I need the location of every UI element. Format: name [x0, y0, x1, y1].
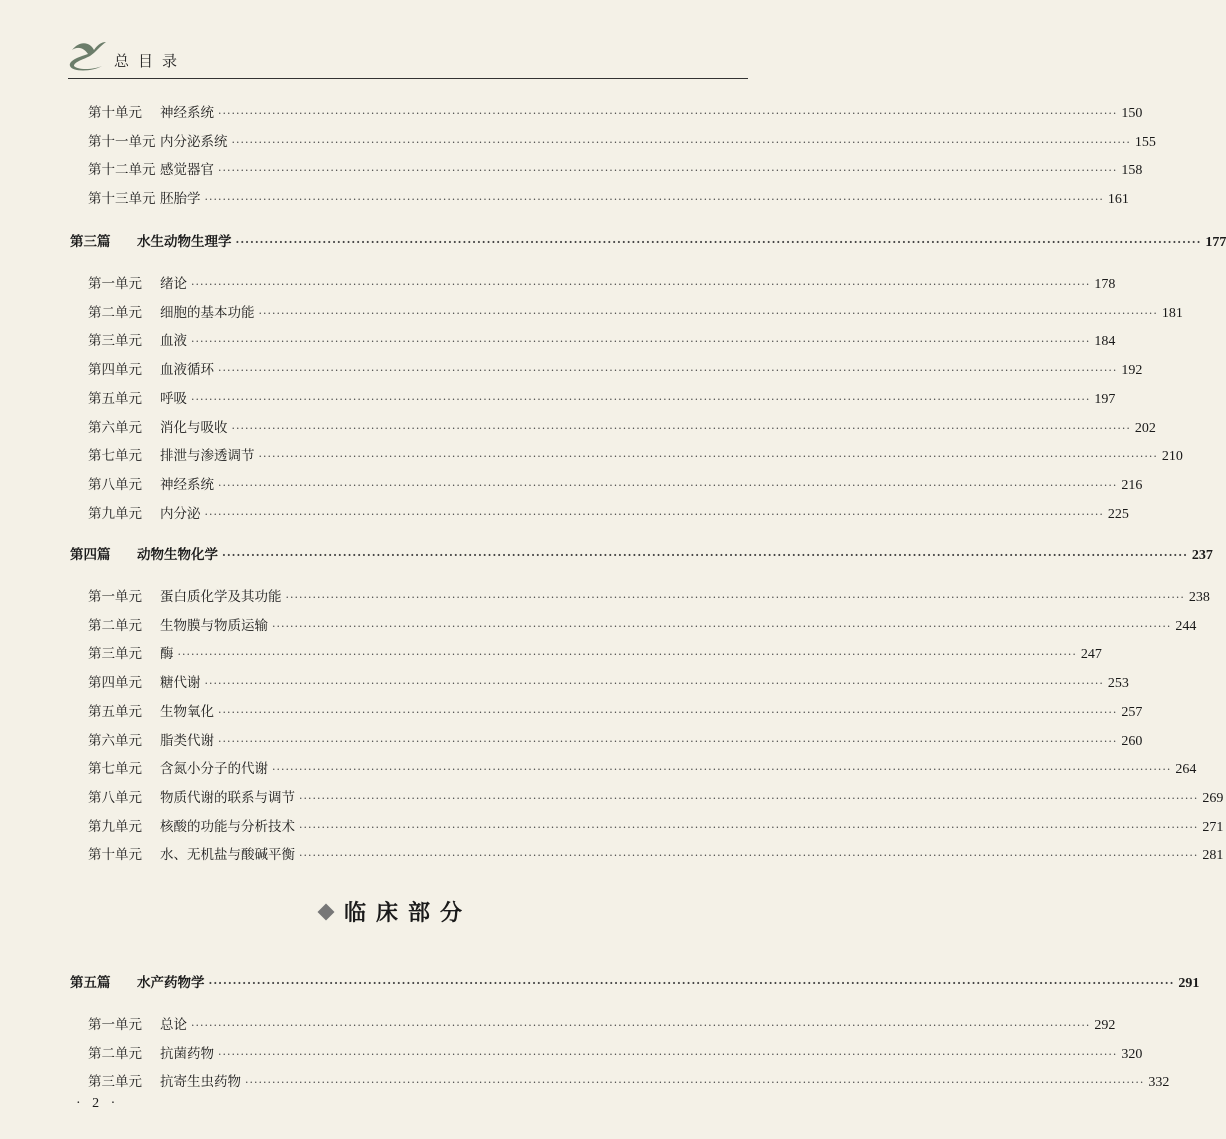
toc-unit-row	[0, 502, 1129, 522]
toc-entry-page: 202	[1134, 420, 1156, 436]
toc-entry-title: 血液	[160, 333, 187, 350]
dot-leader: ········································································································································································································	[299, 791, 1199, 805]
toc-entry-label: 第二单元	[88, 1045, 142, 1062]
toc-entry-title: 排泄与渗透调节	[160, 448, 255, 465]
toc-entry-title: 水、无机盐与酸碱平衡	[160, 847, 295, 864]
toc-entry-page: 210	[1161, 449, 1183, 465]
toc-unit-row	[0, 843, 1224, 864]
toc-entry-page: 320	[1121, 1046, 1143, 1062]
toc-entry-title: 抗寄生虫药物	[160, 1074, 241, 1091]
toc-entry-label: 第十单元	[88, 105, 142, 121]
toc-entry-title: 生物膜与物质运输	[160, 617, 268, 634]
toc-entry-page: 155	[1134, 134, 1156, 150]
toc-entry-title: 生物氧化	[160, 703, 214, 720]
toc-entry-page: 158	[1121, 163, 1143, 179]
part-heading	[320, 896, 472, 927]
toc-entry-label: 第三篇	[70, 234, 111, 250]
diamond-icon	[318, 903, 335, 920]
toc-entry-label: 第一单元	[88, 589, 142, 605]
toc-entry-page: 247	[1080, 647, 1102, 663]
dot-leader: ········································································································································································································	[272, 619, 1172, 633]
toc-entry-label: 第四篇	[70, 547, 111, 563]
toc-entry-page: 253	[1107, 676, 1129, 692]
toc-unit-row	[0, 387, 1116, 407]
toc-entry-page: 244	[1175, 618, 1197, 634]
toc-entry-title: 水产药物学	[137, 975, 205, 991]
dot-leader: ········································································································································································································	[218, 478, 1118, 492]
toc-entry-title: 绪论	[160, 276, 187, 292]
toc-entry-label: 第二单元	[88, 304, 142, 321]
toc-entry-label: 第九单元	[88, 505, 142, 522]
toc-entry-page: 192	[1121, 363, 1143, 379]
toc-entry-label: 第八单元	[88, 789, 142, 806]
toc-unit-row	[0, 158, 1143, 179]
toc-unit-row	[0, 444, 1183, 465]
toc-entry-title: 消化与吸收	[160, 419, 228, 436]
toc-unit-row	[0, 700, 1143, 720]
toc-entry-page: 150	[1121, 106, 1143, 121]
toc-entry-page: 225	[1107, 506, 1129, 522]
toc-entry-label: 第四单元	[88, 362, 142, 379]
toc-unit-row	[0, 729, 1143, 749]
toc-entry-label: 第七单元	[88, 448, 142, 465]
dot-leader: ········································································································································································································	[299, 820, 1199, 834]
dot-leader: ········································································································································································································	[218, 107, 1118, 120]
toc-section-row	[0, 230, 1226, 250]
toc-entry-label: 第五单元	[88, 390, 142, 407]
toc-entry-label: 第三单元	[88, 646, 142, 663]
page-header	[68, 34, 748, 79]
toc-entry-label: 第八单元	[88, 476, 142, 493]
dot-leader: ········································································································································································································	[191, 278, 1091, 291]
toc-entry-label: 第六单元	[88, 732, 142, 749]
toc-entry-label: 第一单元	[88, 276, 142, 292]
dot-leader: ········································································································································································································	[231, 135, 1131, 149]
dot-leader: ········································································································································································································	[204, 507, 1104, 521]
toc-entry-page: 332	[1148, 1075, 1170, 1091]
dot-leader: ········································································································································································································	[218, 1047, 1118, 1061]
toc-entry-page: 257	[1121, 704, 1143, 720]
toc-entry-title: 糖代谢	[160, 675, 201, 692]
toc-entry-title: 神经系统	[160, 105, 214, 121]
dot-leader: ········································································································································································································	[285, 591, 1185, 604]
dot-leader: ········································································································································································································	[231, 421, 1131, 435]
toc-unit-row	[0, 473, 1143, 493]
toc-entry-page: 161	[1107, 192, 1129, 208]
toc-unit-row	[0, 272, 1116, 292]
toc-entry-label: 第四单元	[88, 675, 142, 692]
toc-section-row	[0, 543, 1213, 563]
toc-entry-page: 216	[1121, 477, 1143, 493]
toc-entry-title: 物质代谢的联系与调节	[160, 789, 295, 806]
dot-leader: ········································································································································································································	[204, 193, 1104, 207]
toc-unit-row	[0, 786, 1224, 806]
dot-leader: ········································································································································································································	[218, 164, 1118, 178]
toc-entry-label: 第七单元	[88, 761, 142, 778]
dot-leader: ········································································································································································································	[218, 734, 1118, 748]
toc-entry-title: 呼吸	[160, 390, 187, 407]
toc-entry-title: 胚胎学	[160, 191, 201, 208]
toc-entry-page: 260	[1121, 733, 1143, 749]
dot-leader: ········································································································································································································	[245, 1076, 1145, 1090]
toc-unit-row	[0, 1013, 1116, 1033]
toc-entry-title: 核酸的功能与分析技术	[160, 818, 295, 835]
toc-entry-title: 总论	[160, 1017, 187, 1033]
dot-leader: ········································································································································································································	[204, 677, 1104, 691]
toc-unit-row	[0, 329, 1116, 350]
dot-leader: ········································································································································································································	[235, 236, 1202, 249]
dot-leader: ········································································································································································································	[258, 450, 1158, 464]
toc-entry-title: 含氮小分子的代谢	[160, 761, 268, 778]
toc-entry-title: 感觉器官	[160, 162, 214, 179]
logo-icon	[68, 36, 108, 72]
toc-unit-row	[0, 642, 1102, 663]
toc-entry-label: 第五单元	[88, 703, 142, 720]
toc-entry-label: 第一单元	[88, 1017, 142, 1033]
dot-leader: ········································································································································································································	[208, 977, 1175, 990]
toc-entry-title: 酶	[160, 646, 174, 663]
toc-unit-row	[0, 101, 1143, 121]
toc-entry-page: 184	[1094, 334, 1116, 350]
toc-unit-row	[0, 671, 1129, 692]
toc-entry-title: 血液循环	[160, 362, 214, 379]
page-number: · 2 ·	[76, 1096, 120, 1111]
toc-entry-page: 181	[1161, 305, 1183, 321]
toc-entry-label: 第十单元	[88, 847, 142, 864]
part-heading-text: 临床部分	[344, 901, 473, 926]
toc-entry-title: 细胞的基本功能	[160, 304, 255, 321]
toc-entry-page: 178	[1094, 277, 1116, 292]
toc-unit-row	[0, 358, 1143, 379]
header-title: 总目录	[114, 52, 187, 70]
toc-unit-row	[0, 130, 1156, 150]
toc-unit-row	[0, 614, 1197, 634]
toc-entry-label: 第三单元	[88, 333, 142, 350]
dot-leader: ········································································································································································································	[299, 849, 1199, 863]
dot-leader: ········································································································································································································	[191, 1019, 1091, 1032]
toc-entry-page: 177	[1205, 235, 1226, 250]
dot-leader: ········································································································································································································	[258, 306, 1158, 320]
toc-unit-row	[0, 187, 1129, 208]
toc-entry-label: 第三单元	[88, 1074, 142, 1091]
dot-leader: ········································································································································································································	[272, 763, 1172, 777]
toc-entry-label: 第六单元	[88, 419, 142, 436]
toc-entry-title: 神经系统	[160, 476, 214, 493]
toc-entry-label: 第十一单元	[88, 133, 156, 150]
toc-entry-page: 264	[1175, 762, 1197, 778]
toc-entry-page: 269	[1202, 790, 1224, 806]
toc-entry-page: 237	[1191, 548, 1213, 563]
dot-leader: ········································································································································································································	[191, 392, 1091, 406]
toc-entry-page: 291	[1178, 976, 1200, 991]
toc-unit-row	[0, 416, 1156, 436]
toc-entry-label: 第十二单元	[88, 162, 156, 179]
dot-leader: ········································································································································································································	[177, 648, 1077, 662]
toc-entry-page: 271	[1202, 819, 1224, 835]
toc-entry-label: 第九单元	[88, 818, 142, 835]
toc-entry-page: 292	[1094, 1018, 1116, 1033]
toc-unit-row	[0, 1070, 1170, 1091]
toc-entry-label: 第十三单元	[88, 191, 156, 208]
toc-entry-title: 蛋白质化学及其功能	[160, 589, 282, 605]
toc-entry-page: 238	[1188, 590, 1210, 605]
toc-entry-label: 第五篇	[70, 975, 111, 991]
toc-entry-label: 第二单元	[88, 617, 142, 634]
toc-entry-title: 内分泌系统	[160, 133, 228, 150]
dot-leader: ········································································································································································································	[218, 364, 1118, 378]
toc-entry-title: 水生动物生理学	[137, 234, 232, 250]
toc-unit-row	[0, 815, 1224, 835]
toc-unit-row	[0, 585, 1210, 605]
toc-unit-row	[0, 301, 1183, 321]
toc-entry-page: 281	[1202, 848, 1224, 864]
dot-leader: ········································································································································································································	[218, 705, 1118, 719]
toc-entry-title: 脂类代谢	[160, 732, 214, 749]
toc-section-row	[0, 971, 1200, 991]
toc-unit-row	[0, 1042, 1143, 1062]
dot-leader: ········································································································································································································	[222, 549, 1188, 562]
toc-entry-title: 动物生物化学	[137, 547, 218, 563]
dot-leader: ········································································································································································································	[191, 335, 1091, 349]
toc-entry-title: 内分泌	[160, 505, 201, 522]
toc-unit-row	[0, 757, 1197, 778]
toc-entry-page: 197	[1094, 391, 1116, 407]
toc-entry-title: 抗菌药物	[160, 1045, 214, 1062]
